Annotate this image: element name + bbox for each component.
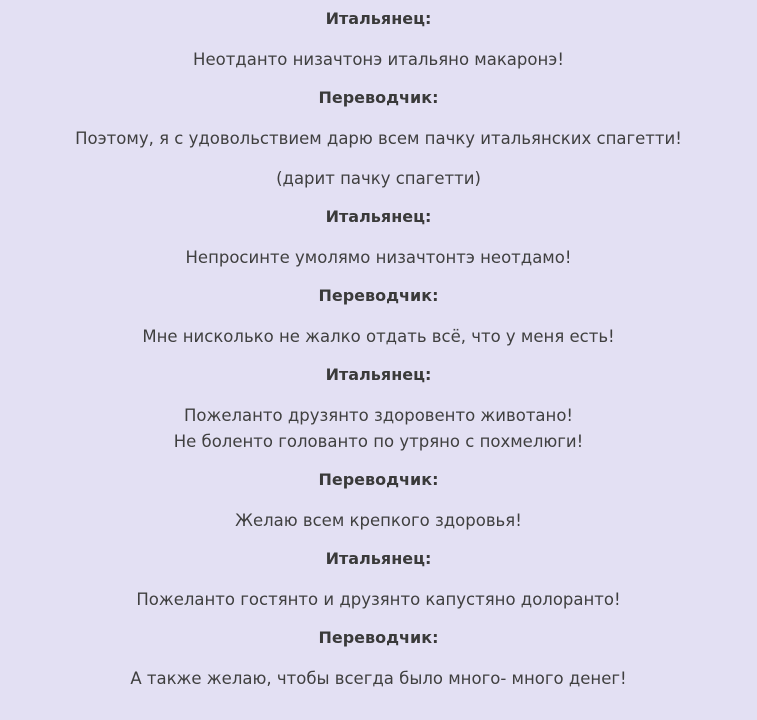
speaker-label: Итальянец: <box>325 207 432 226</box>
dialogue-line: Не боленто голованто по утряно с похмелюги! <box>173 432 584 451</box>
speaker-label: Итальянец: <box>325 365 432 384</box>
speaker-label: Переводчик: <box>318 628 439 647</box>
dialogue-line: Мне нисколько не жалко отдать всё, что у меня есть! <box>142 327 615 346</box>
speaker-label: Переводчик: <box>318 286 439 305</box>
speaker-label: Переводчик: <box>318 470 439 489</box>
dialogue-line: Поэтому, я с удовольствием дарю всем пачку итальянских спагетти! <box>75 129 682 148</box>
dialogue-line: А также желаю, чтобы всегда было много- много денег! <box>130 669 627 688</box>
dialogue-line: Пожеланто гостянто и друзянто капустяно долоранто! <box>136 590 621 609</box>
dialogue-line: Пожеланто друзянто здоровенто животано! <box>183 406 574 425</box>
speaker-label: Итальянец: <box>325 549 432 568</box>
stage-direction: (дарит пачку спагетти) <box>276 169 481 188</box>
speaker-label: Итальянец: <box>325 9 432 28</box>
dialogue-line: Неотданто низачтонэ итальяно макаронэ! <box>193 50 564 69</box>
dialogue-line: Непросинте умолямо низачтонтэ неотдамо! <box>185 248 572 267</box>
speaker-label: Переводчик: <box>318 88 439 107</box>
dialogue-line: Желаю всем крепкого здоровья! <box>235 511 522 530</box>
